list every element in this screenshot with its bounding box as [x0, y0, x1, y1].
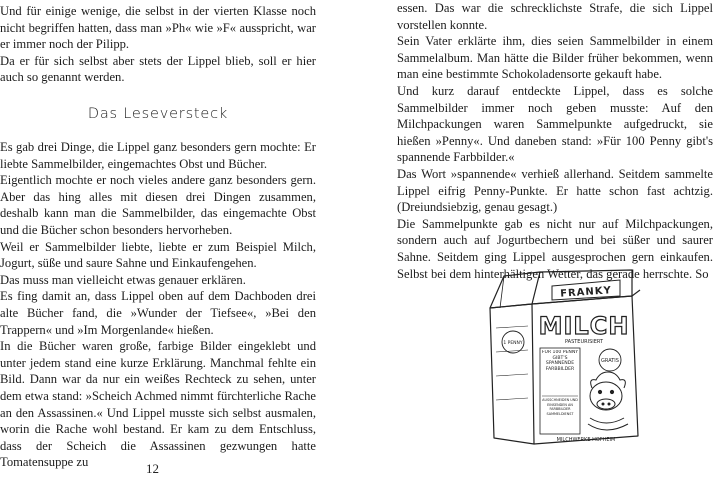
- dairy-text: MILCHWERKE HOFHEIM: [556, 437, 616, 443]
- paragraph: Sein Vater erklärte ihm, dies seien Sammelbilder in einem Sammelalbum. Man hätte die Bilder früher bekommen, wenn man eine bestimmte Schokoladensorte gekauft habe.: [397, 34, 713, 82]
- paragraph: Es gab drei Dinge, die Lippel ganz besonders gern mochte: Er liebte Sammelbilder, eingemachtes Obst und Bücher.: [0, 140, 316, 171]
- paragraph: Weil er Sammelbilder liebte, liebte er zum Beispiel Milch, Jogurt, süße und saure Sahne und Einkaufengehen.: [0, 239, 316, 271]
- page-number: 12: [146, 461, 159, 476]
- subtitle-text: PASTEURISIERT: [564, 339, 604, 345]
- paragraph: Da er für sich selbst aber stets der Lippel blieb, soll er hier auch so genannt werden.: [0, 53, 316, 85]
- right-page: [360, 0, 720, 475]
- paragraph: In die Bücher waren große, farbige Bilder eingeklebt und unter jedem stand eine kurze Erklärung. Manchmal fehlte ein Bild. Dann war da nur ein weißes Rechteck zu sehen, unter dem etwa stand: »Scheich Achmed nimmt fürchterliche Rache an den Assassinen.« Und Lippel musste sich selbst ausmalen, worin die Rache wohl bestand. Er kam zu dem Entschluss, dass der Scheich die Assassinen gezwungen hatte Tomatensuppe zu: [0, 339, 316, 470]
- milk-carton-illustration: [482, 268, 657, 450]
- seal-text: 1 PENNY: [503, 341, 523, 346]
- product-text: MILCH: [538, 312, 630, 340]
- cow-drawing: [588, 372, 628, 430]
- chapter-text: [0, 139, 316, 471]
- chapter-heading: Das Leseversteck: [87, 106, 229, 122]
- left-page: [0, 0, 360, 475]
- paragraph: Das muss man vielleicht etwas genauer erklären.: [0, 272, 246, 287]
- coupon-text: FÜR 100 PENNY GIBT'S SPANNENDE FARBBILDER: [541, 350, 579, 372]
- coupon-fine-print: AUSSCHNEIDEN UND EINSENDEN AN FARBBILDER SAMMELDIENST: [542, 398, 578, 416]
- paragraph: Die Sammelpunkte gab es nicht nur auf Milchpackungen, sondern auch auf Jogurtbechern und bei süßer und saurer Sahne. Seitdem ging Lippel ausgesprochen gern einkaufen. Selbst bei dem hinterhältigen Wetter, das gerade herrschte. So: [397, 216, 713, 281]
- paragraph: essen. Das war die schrecklichste Strafe, die sich Lippel vorstellen konnte.: [397, 1, 713, 32]
- badge-text: GRATIS: [601, 358, 619, 364]
- paragraph: Und kurz darauf entdeckte Lippel, dass es solche Sammelbilder immer noch geben musste: Auf den Milchpackungen waren Sammelpunkte aufgedruckt, sie hießen »Penny«. Und daneben stand: »Für 100 Penny gibt's spannende Farbbilder.«: [397, 83, 713, 165]
- carton-top-flap: [490, 272, 540, 308]
- paragraph: Eigentlich mochte er noch vieles andere ganz besonders gern. Aber das hing alles mit diesen drei Dingen zusammen, deshalb kann man die Sammelbilder, das eingemachte Obst und die Bücher schon besonders hervorheben.: [0, 173, 316, 237]
- paragraph: Das Wort »spannende« verhieß allerhand. Seitdem sammelte Lippel eifrig Penny-Punkte. Er hatte schon fast achtzig. (Dreiundsiebzig, genau gesagt.): [397, 166, 713, 215]
- right-text-column: [397, 0, 713, 282]
- intro-block: [0, 3, 316, 86]
- paragraph: Es fing damit an, dass Lippel oben auf dem Dachboden drei alte Bücher fand, die »Wunder der Tiefsee«, »Bei den Trappern« und »Im Morgenlande« hießen.: [0, 289, 316, 337]
- paragraph: Und für einige wenige, die selbst in der vierten Klasse noch nicht begriffen hatten, dass man »Ph« wie »F« ausspricht, war er immer noch der Pilipp.: [0, 4, 316, 52]
- brand-text: FRANKY: [559, 285, 613, 300]
